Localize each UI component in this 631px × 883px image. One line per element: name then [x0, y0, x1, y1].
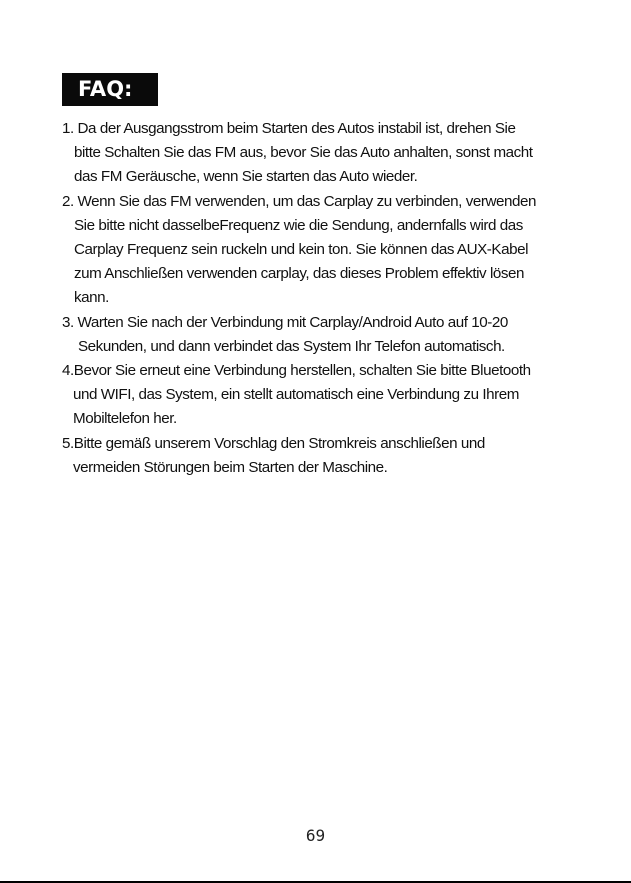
faq-item-2 — [62, 190, 582, 311]
faq-list — [62, 117, 582, 480]
faq-item-line: bitte Schalten Sie das FM aus, bevor Sie das Auto anhalten, sonst macht — [74, 144, 533, 162]
faq-item-line: das FM Geräusche, wenn Sie starten das Auto wieder. — [74, 168, 418, 186]
faq-item-line: zum Anschließen verwenden carplay, das dieses Problem effektiv lösen — [74, 265, 525, 283]
faq-item-line: 2. Wenn Sie das FM verwenden, um das Carplay zu verbinden, verwenden — [62, 192, 536, 210]
faq-item-4 — [62, 359, 582, 432]
faq-item-5 — [62, 432, 582, 480]
faq-item-line: kann. — [74, 289, 109, 307]
faq-item-line: Mobiltelefon her. — [73, 410, 177, 428]
faq-item-1 — [62, 117, 582, 190]
faq-heading: FAQ: — [62, 73, 158, 106]
faq-item-line: 5.Bitte gemäß unserem Vorschlag den Stromkreis anschließen und — [62, 434, 485, 452]
faq-item-line: Sekunden, und dann verbindet das System Ihr Telefon automatisch. — [78, 337, 505, 355]
faq-item-line: vermeiden Störungen beim Starten der Maschine. — [73, 458, 388, 476]
page-number: 69 — [305, 826, 326, 845]
faq-item-line: Sie bitte nicht dasselbeFrequenz wie die Sendung, andernfalls wird das — [74, 216, 523, 234]
faq-item-line: 4.Bevor Sie erneut eine Verbindung herstellen, schalten Sie bitte Bluetooth — [62, 362, 531, 380]
faq-item-line: Carplay Frequenz sein ruckeln und kein ton. Sie können das AUX-Kabel — [74, 241, 528, 259]
faq-item-line: und WIFI, das System, ein stellt automatisch eine Verbindung zu Ihrem — [73, 386, 519, 404]
faq-item-line: 1. Da der Ausgangsstrom beim Starten des Autos instabil ist, drehen Sie — [62, 120, 516, 137]
faq-item-3 — [62, 311, 582, 359]
faq-item-line: 3. Warten Sie nach der Verbindung mit Carplay/Android Auto auf 10-20 — [62, 313, 508, 331]
